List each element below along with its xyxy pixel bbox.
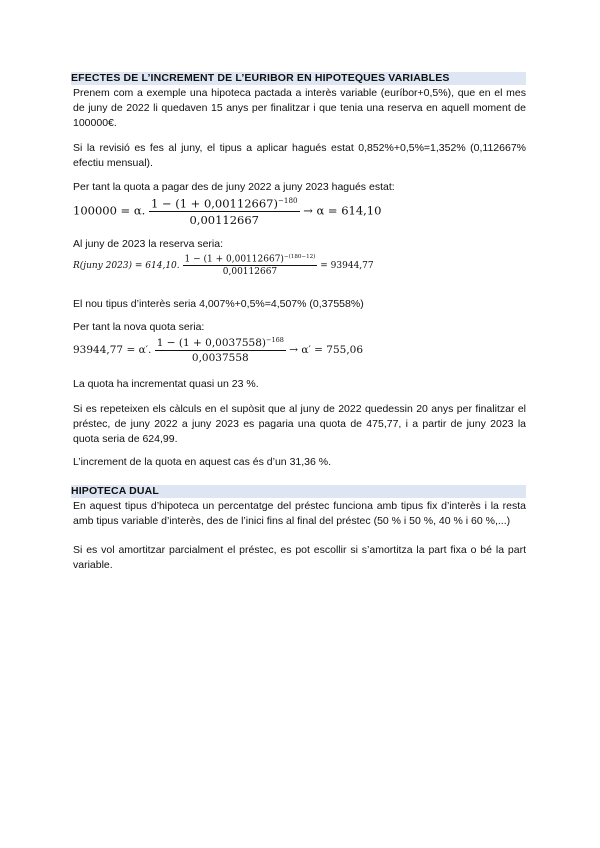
paragraph-new-quota-intro: Per tant la nova quota seria: — [73, 321, 205, 333]
paragraph-example: Prenem com a exemple una hipoteca pactada a interès variable (euríbor+0,5%), que en el mes de juny de 2022 li quedaven 15 anys per finalitzar i que tenia una reserva en aquell moment de 100000€. — [73, 87, 526, 129]
equation-lhs: 93944,77 = α′. — [73, 343, 152, 356]
equation-reserve-2023 — [73, 254, 374, 277]
equation-rhs: → α = 614,10 — [303, 203, 382, 218]
equation-denominator: 0,00112667 — [189, 213, 259, 228]
paragraph-increase-31: L’increment de la quota en aquest cas és d’un 31,36 %. — [73, 456, 332, 468]
paragraph-quota-intro: Per tant la quota a pagar des de juny 2022 a juny 2023 hagués estat: — [73, 181, 395, 193]
equation-exponent: −168 — [266, 336, 284, 344]
equation-quota-2022 — [73, 196, 381, 227]
paragraph-increase: La quota ha incrementat quasi un 23 %. — [73, 378, 259, 390]
equation-numerator: 1 − (1 + 0,00112667) — [184, 254, 284, 265]
paragraph-new-rate: El nou tipus d’interès seria 4,007%+0,5%=4,507% (0,37558%) — [73, 298, 364, 310]
equation-rhs: → α′ = 755,06 — [289, 343, 364, 356]
equation-denominator: 0,00112667 — [222, 267, 278, 278]
equation-fraction — [183, 254, 318, 277]
equation-exponent: −(180−12) — [283, 254, 316, 260]
equation-exponent: −180 — [277, 196, 298, 205]
paragraph-reserve-intro: Al juny de 2023 la reserva seria: — [73, 238, 223, 250]
equation-numerator: 1 − (1 + 0,0037558) — [156, 336, 267, 349]
equation-new-quota — [73, 336, 363, 364]
paragraph-dual-definition: En aquest tipus d’hipoteca un percentatge del préstec funciona amb tipus fix d’interès i la resta amb tipus variable d’interès, des de l’inici fins al final del préstec (50 % i 50 %, 40 % i 60 %,...) — [73, 500, 526, 527]
equation-numerator: 1 − (1 + 0,00112667) — [150, 196, 278, 211]
section-heading-dual: HIPOTECA DUAL — [71, 485, 526, 498]
equation-fraction — [155, 336, 286, 364]
equation-lhs: R(juny 2023) = 614,10. — [73, 261, 180, 272]
paragraph-20-years: Si es repeteixen els càlculs en el supòsit que al juny de 2022 quedessin 20 anys per finalitzar el préstec, de juny 2022 a juny 2023 es pagaria una quota de 475,77, i a partir de juny 2023 la quota seria de 624,99. — [73, 403, 526, 445]
section-heading-euribor: EFECTES DE L’INCREMENT DE L’EURIBOR EN HIPOTEQUES VARIABLES — [71, 72, 526, 85]
paragraph-revision: Si la revisió es fes al juny, el tipus a aplicar hagués estat 0,852%+0,5%=1,352% (0,112667% efectiu mensual). — [73, 142, 526, 169]
equation-fraction — [149, 196, 300, 227]
equation-rhs: = 93944,77 — [320, 261, 374, 272]
equation-lhs: 100000 = α. — [73, 203, 146, 218]
paragraph-partial-amortization: Si es vol amortitzar parcialment el préstec, es pot escollir si s’amortitza la part fixa o bé la part variable. — [73, 544, 526, 571]
equation-denominator: 0,0037558 — [191, 351, 249, 364]
